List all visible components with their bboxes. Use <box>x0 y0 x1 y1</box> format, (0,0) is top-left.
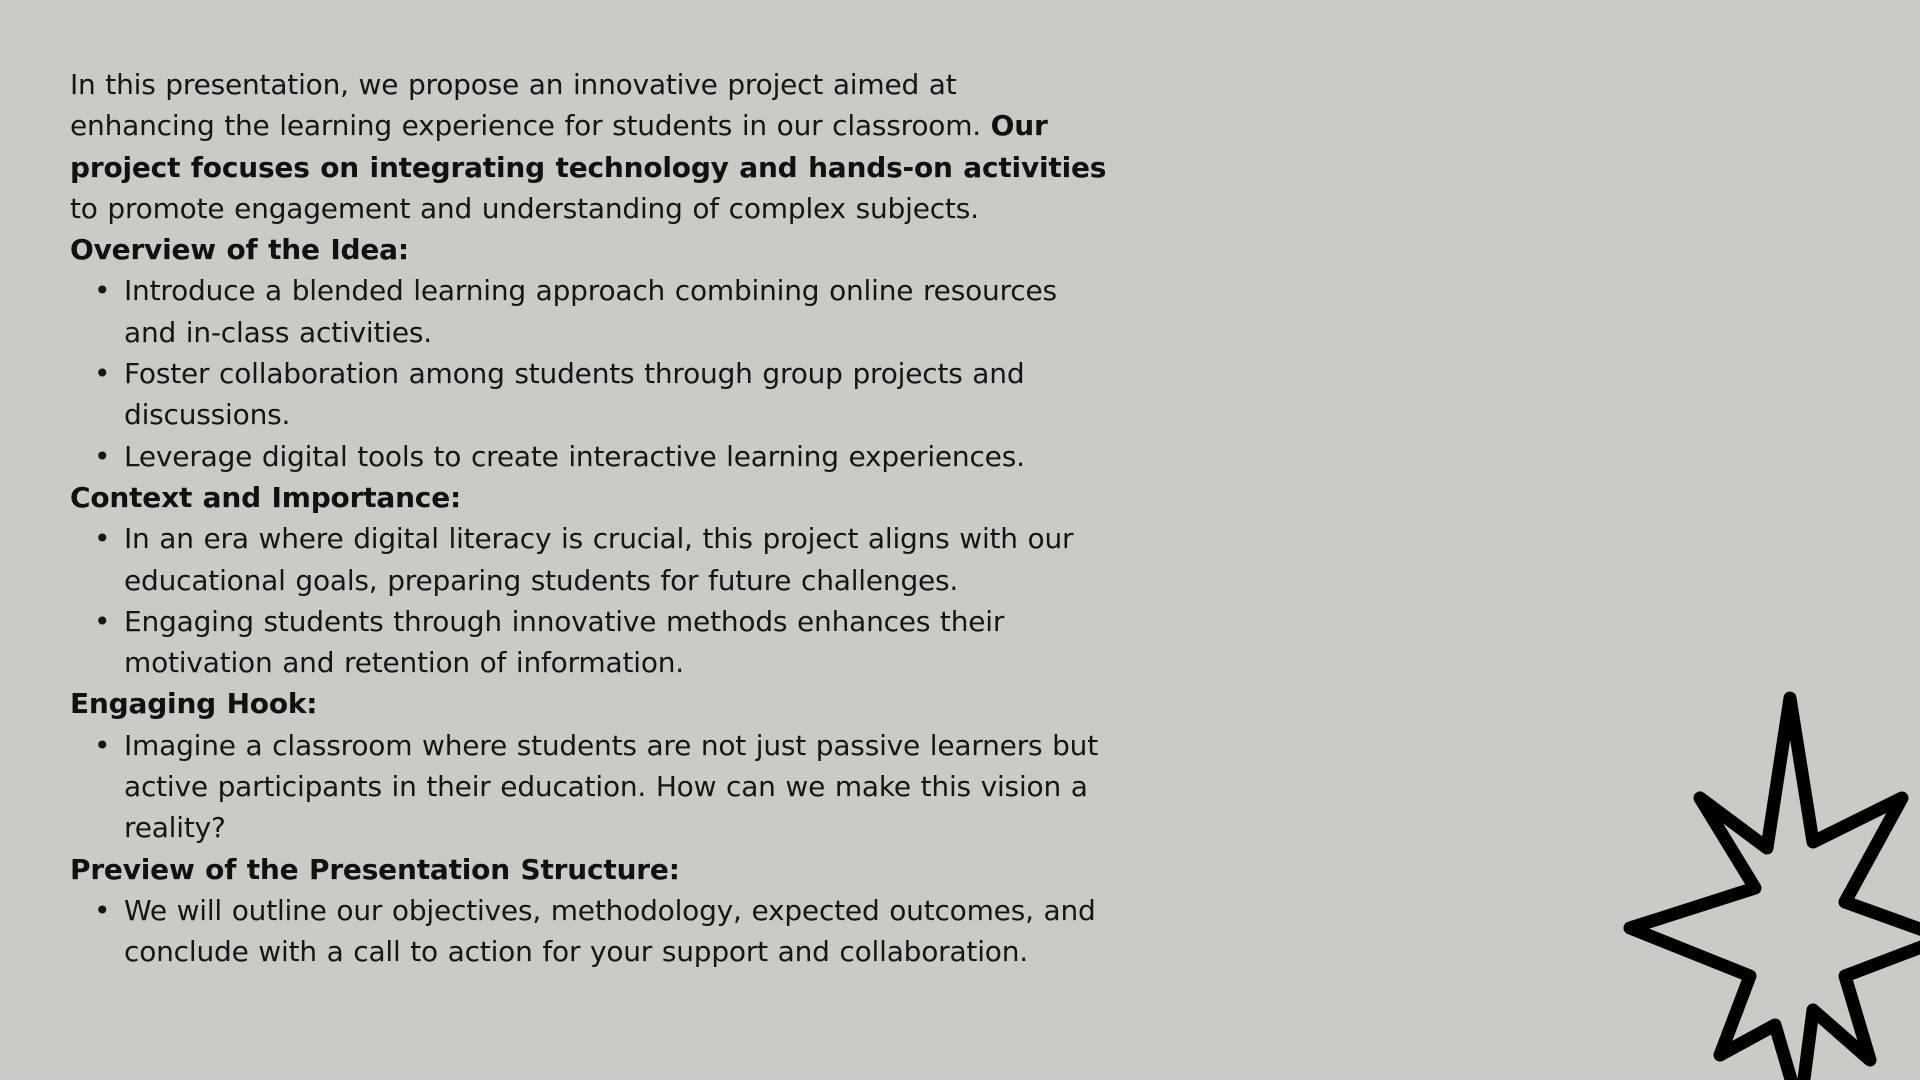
section-heading-overview: Overview of the Idea: <box>70 233 409 267</box>
bullet-list-preview <box>70 890 1110 973</box>
bullet-list-hook <box>70 725 1110 849</box>
section-heading-hook: Engaging Hook: <box>70 687 318 721</box>
section-heading-context: Context and Importance: <box>70 480 461 514</box>
bullet-item: • Foster collaboration among students through group projects and discussions. <box>70 353 1110 436</box>
bullet-item: • Imagine a classroom where students are not just passive learners but active participants in their education. How can we make this vision a reality? <box>70 725 1110 849</box>
bullet-list-context <box>70 518 1110 683</box>
bullet-item: • Leverage digital tools to create interactive learning experiences. <box>70 436 1110 477</box>
bullet-item: • Engaging students through innovative methods enhances their motivation and retention of information. <box>70 601 1110 684</box>
section-heading-preview: Preview of the Presentation Structure: <box>70 852 680 886</box>
intro-text-before: In this presentation, we propose an innovative project aimed at enhancing the learning experience for students in our classroom. <box>70 68 991 143</box>
intro-bold-text: Our project focuses on integrating technology and hands-on activities <box>70 109 1107 184</box>
intro-paragraph <box>70 64 1110 229</box>
intro-text-after: to promote engagement and understanding of complex subjects. <box>70 191 979 225</box>
bullet-item: • In an era where digital literacy is crucial, this project aligns with our educational goals, preparing students for future challenges. <box>70 518 1110 601</box>
eight-point-star-icon <box>1600 680 1920 1080</box>
bullet-list-overview <box>70 270 1110 476</box>
bullet-item: • Introduce a blended learning approach combining online resources and in-class activities. <box>70 270 1110 353</box>
slide-body <box>70 64 1110 973</box>
bullet-item: • We will outline our objectives, methodology, expected outcomes, and conclude with a call to action for your support and collaboration. <box>70 890 1110 973</box>
